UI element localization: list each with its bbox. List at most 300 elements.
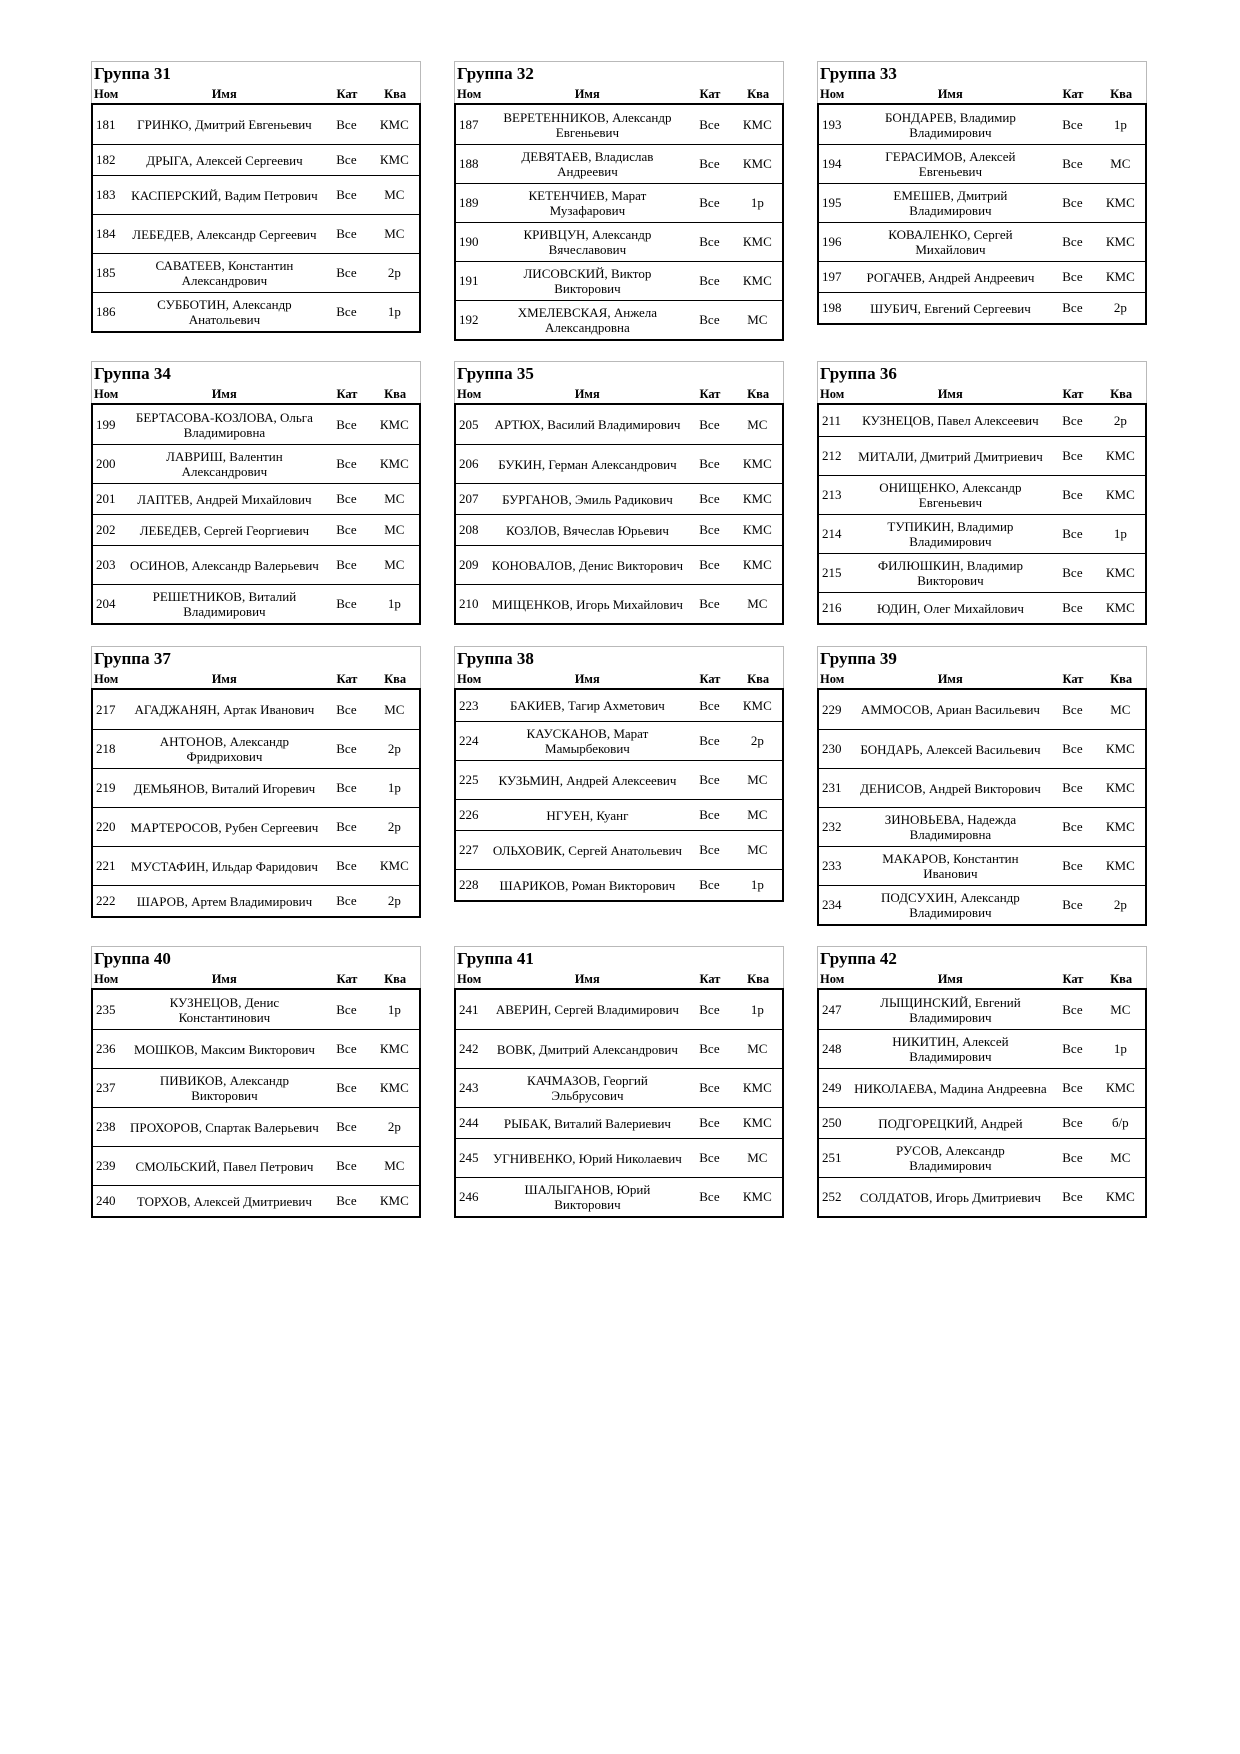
table-row: [93, 483, 419, 514]
row-name: МИЩЕНКОВ, Игорь Михайлович: [491, 596, 683, 612]
group-table: [91, 361, 421, 625]
header-kva: Ква: [1110, 86, 1133, 101]
row-cat: Все: [1062, 526, 1083, 541]
row-cat: Все: [699, 1001, 720, 1017]
row-cat: Все: [699, 877, 720, 892]
row-cat: Все: [336, 152, 357, 167]
row-name: НИКОЛАЕВА, Мадина Андреевна: [854, 1080, 1047, 1096]
row-kva: КМС: [379, 1193, 409, 1208]
table-header: [455, 970, 783, 988]
table-row: [93, 990, 419, 1029]
row-cat: Все: [336, 1041, 357, 1056]
table-row: [456, 760, 782, 799]
row-cat: Все: [336, 491, 357, 506]
row-kva: МС: [747, 807, 768, 822]
table-row: [456, 514, 782, 545]
row-num: 234: [822, 897, 842, 912]
row-name: ОСИНОВ, Александр Валерьевич: [129, 557, 319, 573]
row-kva: КМС: [742, 1189, 772, 1204]
row-cat: Все: [699, 522, 720, 537]
table-body: [91, 988, 421, 1218]
table-header: [455, 85, 783, 103]
row-name: МУСТАФИН, Ильдар Фаридович: [130, 858, 318, 874]
table-body: [91, 688, 421, 918]
header-name: Имя: [937, 386, 963, 401]
row-num: 241: [459, 1001, 479, 1017]
group-table: [454, 946, 784, 1218]
row-num: 233: [822, 858, 842, 873]
table-row: [819, 846, 1145, 885]
header-cat: Кат: [1062, 971, 1084, 986]
row-num: 250: [822, 1115, 842, 1130]
table-row: [456, 799, 782, 830]
table-row: [456, 444, 782, 483]
group-title: Группа 33: [820, 64, 897, 83]
header-cat: Кат: [699, 386, 721, 401]
row-kva: МС: [384, 226, 405, 241]
group-table: [817, 361, 1147, 625]
group-table: [817, 946, 1147, 1218]
row-name: КУЗНЕЦОВ, Денис Константинович: [169, 994, 280, 1025]
table-body: [454, 688, 784, 902]
header-name: Имя: [937, 86, 963, 101]
row-kva: КМС: [1105, 741, 1135, 756]
table-row: [819, 436, 1145, 475]
row-cat: Все: [1062, 1001, 1083, 1017]
row-cat: Все: [699, 842, 720, 857]
row-num: 181: [96, 116, 116, 132]
row-num: 216: [822, 600, 842, 615]
row-name: ЛАВРИШ, Валентин Александрович: [166, 449, 283, 479]
header-kva: Ква: [747, 386, 770, 401]
table-row: [456, 261, 782, 300]
row-num: 214: [822, 526, 842, 541]
row-num: 210: [459, 596, 479, 611]
table-body: [454, 403, 784, 625]
table-row: [456, 584, 782, 623]
row-num: 212: [822, 448, 842, 463]
row-kva: МС: [384, 1158, 405, 1173]
row-cat: Все: [1062, 300, 1083, 315]
row-kva: КМС: [1105, 819, 1135, 834]
row-name: ШАРОВ, Артем Владимирович: [136, 893, 313, 909]
table-row: [456, 545, 782, 584]
row-name: ГЕРАСИМОВ, Алексей Евгеньевич: [885, 149, 1016, 179]
row-cat: Все: [336, 1119, 357, 1134]
row-name: РУСОВ, Александр Владимирович: [896, 1143, 1005, 1173]
row-cat: Все: [336, 557, 357, 572]
row-kva: КМС: [742, 522, 772, 537]
row-name: КОЗЛОВ, Вячеслав Юрьевич: [505, 522, 669, 538]
table-row: [456, 830, 782, 869]
row-num: 236: [96, 1041, 116, 1056]
table-row: [93, 690, 419, 729]
row-num: 211: [822, 412, 842, 428]
table-row: [819, 105, 1145, 144]
table-body: [817, 103, 1147, 325]
row-num: 188: [459, 156, 479, 171]
row-name: АРТЮХ, Василий Владимирович: [494, 417, 681, 432]
row-name: АНТОНОВ, Александр Фридрихович: [159, 734, 290, 764]
row-num: 208: [459, 522, 479, 537]
table-row: [93, 1107, 419, 1146]
row-num: 182: [96, 152, 116, 167]
row-kva: МС: [1110, 701, 1131, 717]
table-row: [456, 105, 782, 144]
row-cat: Все: [699, 273, 720, 288]
table-row: [819, 1138, 1145, 1177]
table-header: [818, 970, 1146, 988]
table-row: [93, 444, 419, 483]
row-num: 199: [96, 416, 116, 432]
row-num: 197: [822, 269, 842, 284]
row-kva: МС: [747, 312, 768, 327]
row-name: МИТАЛИ, Дмитрий Дмитриевич: [858, 448, 1043, 464]
header-kva: Ква: [1110, 971, 1133, 986]
header-cat: Кат: [336, 86, 358, 101]
header-name: Имя: [574, 86, 600, 101]
row-kva: КМС: [1105, 565, 1135, 580]
row-num: 229: [822, 701, 842, 717]
table-row: [456, 1177, 782, 1216]
group-title: Группа 36: [820, 364, 897, 383]
header-name: Имя: [937, 671, 963, 686]
row-num: 205: [459, 416, 479, 432]
row-cat: Все: [1062, 741, 1083, 756]
row-num: 201: [96, 491, 116, 506]
row-num: 247: [822, 1001, 842, 1017]
row-kva: КМС: [742, 234, 772, 249]
table-header: [92, 970, 420, 988]
header-cat: Кат: [699, 86, 721, 101]
table-row: [93, 846, 419, 885]
row-num: 204: [96, 596, 116, 611]
row-num: 215: [822, 565, 842, 580]
header-num: Ном: [457, 386, 482, 401]
table-row: [456, 144, 782, 183]
row-kva: КМС: [1105, 448, 1135, 463]
header-kva: Ква: [747, 671, 770, 686]
row-kva: КМС: [379, 1041, 409, 1056]
table-row: [456, 1029, 782, 1068]
table-row: [819, 807, 1145, 846]
row-name: ДЕНИСОВ, Андрей Викторович: [860, 780, 1041, 796]
row-kva: 2р: [1113, 412, 1127, 428]
row-cat: Все: [1062, 1189, 1083, 1204]
row-cat: Все: [699, 697, 720, 713]
table-header: [455, 385, 783, 403]
header-name: Имя: [211, 86, 237, 101]
table-row: [93, 1029, 419, 1068]
group-title: Группа 41: [457, 949, 534, 968]
row-num: 200: [96, 456, 116, 471]
group-title: Группа 34: [94, 364, 171, 383]
table-row: [456, 1138, 782, 1177]
group-table: [91, 61, 421, 333]
row-kva: КМС: [742, 116, 772, 132]
table-row: [93, 729, 419, 768]
row-num: 239: [96, 1158, 116, 1173]
row-kva: 1р: [750, 877, 764, 892]
group-table: [817, 646, 1147, 926]
header-kva: Ква: [1110, 671, 1133, 686]
header-cat: Кат: [699, 671, 721, 686]
table-row: [819, 405, 1145, 436]
row-num: 237: [96, 1080, 116, 1095]
row-num: 230: [822, 741, 842, 756]
row-name: ПОДСУХИН, Александр Владимирович: [881, 890, 1020, 920]
header-num: Ном: [94, 671, 119, 686]
row-num: 227: [459, 842, 479, 857]
row-cat: Все: [699, 456, 720, 471]
row-name: ТОРХОВ, Алексей Дмитриевич: [136, 1193, 312, 1209]
header-num: Ном: [457, 971, 482, 986]
header-cat: Кат: [1062, 86, 1084, 101]
header-cat: Кат: [336, 386, 358, 401]
group-title: Группа 38: [457, 649, 534, 668]
row-kva: КМС: [379, 152, 409, 167]
row-name: ЛИСОВСКИЙ, Виктор Викторович: [523, 266, 652, 296]
row-cat: Все: [1062, 195, 1083, 210]
group-title: Группа 37: [94, 649, 171, 668]
row-num: 221: [96, 858, 116, 873]
row-cat: Все: [336, 701, 357, 717]
row-num: 213: [822, 487, 842, 502]
row-kva: 1р: [750, 1001, 764, 1017]
header-name: Имя: [574, 671, 600, 686]
header-num: Ном: [457, 671, 482, 686]
table-row: [819, 222, 1145, 261]
row-cat: Все: [699, 733, 720, 748]
row-name: ОЛЬХОВИК, Сергей Анатольевич: [492, 842, 682, 858]
row-num: 196: [822, 234, 842, 249]
table-row: [819, 261, 1145, 292]
row-cat: Все: [336, 226, 357, 241]
row-kva: 1р: [387, 1001, 401, 1017]
table-row: [819, 292, 1145, 323]
row-kva: КМС: [379, 858, 409, 873]
table-body: [91, 103, 421, 333]
table-row: [819, 729, 1145, 768]
table-row: [93, 545, 419, 584]
row-kva: МС: [747, 772, 768, 787]
row-cat: Все: [1062, 780, 1083, 795]
row-cat: Все: [699, 772, 720, 787]
row-cat: Все: [336, 741, 357, 756]
row-kva: МС: [384, 701, 405, 717]
row-name: СМОЛЬСКИЙ, Павел Петрович: [135, 1158, 314, 1174]
row-name: КОВАЛЕНКО, Сергей Михайлович: [888, 227, 1013, 257]
row-num: 238: [96, 1119, 116, 1134]
row-cat: Все: [1062, 1115, 1083, 1130]
row-name: ДЕМЬЯНОВ, Виталий Игоревич: [133, 780, 316, 796]
table-row: [93, 105, 419, 144]
table-row: [93, 885, 419, 916]
row-name: МОШКОВ, Максим Викторович: [133, 1041, 315, 1057]
row-num: 220: [96, 819, 116, 834]
header-kva: Ква: [384, 971, 407, 986]
row-kva: 2р: [750, 733, 764, 748]
row-cat: Все: [336, 1158, 357, 1173]
row-cat: Все: [699, 807, 720, 822]
row-name: АВЕРИН, Сергей Владимирович: [495, 1002, 679, 1017]
row-name: ЛЕБЕДЕВ, Александр Сергеевич: [132, 226, 317, 242]
row-name: ФИЛЮШКИН, Владимир Викторович: [877, 558, 1023, 588]
row-kva: 1р: [1113, 526, 1127, 541]
row-kva: 2р: [387, 1119, 401, 1134]
row-kva: КМС: [1105, 269, 1135, 284]
row-name: ХМЕЛЕВСКАЯ, Анжела Александровна: [517, 305, 658, 335]
table-row: [456, 483, 782, 514]
group-table: [817, 61, 1147, 325]
row-cat: Все: [699, 491, 720, 506]
group-title: Группа 35: [457, 364, 534, 383]
table-row: [93, 1146, 419, 1185]
row-cat: Все: [336, 1080, 357, 1095]
row-num: 222: [96, 893, 116, 908]
table-row: [819, 885, 1145, 924]
row-kva: МС: [384, 557, 405, 572]
row-cat: Все: [336, 116, 357, 132]
table-row: [819, 553, 1145, 592]
row-num: 245: [459, 1150, 479, 1165]
header-kva: Ква: [384, 671, 407, 686]
row-cat: Все: [699, 557, 720, 572]
row-name: ЛЫЩИНСКИЙ, Евгений Владимирович: [880, 994, 1021, 1025]
row-kva: МС: [1110, 1150, 1131, 1165]
header-num: Ном: [820, 671, 845, 686]
row-kva: КМС: [379, 456, 409, 471]
group-title: Группа 32: [457, 64, 534, 83]
table-body: [454, 988, 784, 1218]
table-row: [819, 592, 1145, 623]
row-kva: 2р: [387, 893, 401, 908]
row-cat: Все: [1062, 156, 1083, 171]
row-kva: 2р: [387, 819, 401, 834]
row-kva: 2р: [387, 265, 401, 280]
header-num: Ном: [94, 971, 119, 986]
row-cat: Все: [336, 1193, 357, 1208]
header-kva: Ква: [1110, 386, 1133, 401]
table-row: [819, 990, 1145, 1029]
row-kva: КМС: [742, 273, 772, 288]
header-cat: Кат: [336, 671, 358, 686]
row-kva: КМС: [1105, 780, 1135, 795]
table-row: [93, 584, 419, 623]
table-body: [817, 988, 1147, 1218]
row-kva: КМС: [379, 1080, 409, 1095]
row-kva: МС: [1110, 1001, 1131, 1017]
row-kva: КМС: [1105, 487, 1135, 502]
row-cat: Все: [699, 1080, 720, 1095]
row-name: КОНОВАЛОВ, Денис Викторович: [491, 557, 684, 573]
row-num: 189: [459, 195, 479, 210]
row-name: КУЗНЕЦОВ, Павел Алексеевич: [862, 413, 1039, 428]
header-cat: Кат: [336, 971, 358, 986]
row-num: 185: [96, 265, 116, 280]
row-kva: КМС: [742, 1080, 772, 1095]
row-num: 186: [96, 304, 116, 319]
group-title: Группа 42: [820, 949, 897, 968]
row-num: 249: [822, 1080, 842, 1095]
table-row: [93, 768, 419, 807]
row-name: ДЕВЯТАЕВ, Владислав Андреевич: [521, 149, 654, 179]
table-row: [93, 175, 419, 214]
row-kva: МС: [384, 522, 405, 537]
group-title: Группа 39: [820, 649, 897, 668]
group-table: [454, 361, 784, 625]
row-cat: Все: [1062, 600, 1083, 615]
table-row: [456, 300, 782, 339]
row-num: 193: [822, 116, 842, 132]
row-kva: МС: [384, 187, 405, 202]
table-row: [93, 253, 419, 292]
row-name: СОЛДАТОВ, Игорь Дмитриевич: [859, 1189, 1041, 1205]
table-row: [456, 721, 782, 760]
row-cat: Все: [699, 156, 720, 171]
row-cat: Все: [699, 1150, 720, 1165]
row-kva: КМС: [1105, 1189, 1135, 1204]
table-row: [456, 183, 782, 222]
row-num: 194: [822, 156, 842, 171]
row-cat: Все: [336, 858, 357, 873]
row-kva: КМС: [742, 456, 772, 471]
row-name: ЛЕБЕДЕВ, Сергей Георгиевич: [139, 522, 310, 538]
row-cat: Все: [336, 265, 357, 280]
row-name: ПРОХОРОВ, Спартак Валерьевич: [130, 1119, 319, 1135]
row-kva: МС: [747, 1041, 768, 1056]
row-cat: Все: [1062, 269, 1083, 284]
group-title: Группа 31: [94, 64, 171, 83]
row-name: КРИВЦУН, Александр Вячеславович: [523, 227, 652, 257]
row-cat: Все: [1062, 412, 1083, 428]
table-row: [93, 807, 419, 846]
row-cat: Все: [1062, 565, 1083, 580]
row-num: 207: [459, 491, 479, 506]
row-num: 206: [459, 456, 479, 471]
header-kva: Ква: [747, 86, 770, 101]
row-num: 183: [96, 187, 116, 202]
row-cat: Все: [1062, 1041, 1083, 1056]
table-row: [819, 1107, 1145, 1138]
row-kva: МС: [1110, 156, 1131, 171]
row-num: 243: [459, 1080, 479, 1095]
row-num: 203: [96, 557, 116, 572]
table-row: [93, 214, 419, 253]
row-kva: КМС: [1105, 858, 1135, 873]
row-cat: Все: [336, 456, 357, 471]
row-cat: Все: [699, 1041, 720, 1056]
row-name: ШУБИЧ, Евгений Сергеевич: [870, 300, 1031, 316]
table-row: [456, 1068, 782, 1107]
row-num: 184: [96, 226, 116, 241]
row-kva: 1р: [1113, 116, 1127, 132]
row-num: 225: [459, 772, 479, 787]
row-name: УГНИВЕНКО, Юрий Николаевич: [493, 1150, 682, 1166]
row-kva: КМС: [742, 557, 772, 572]
row-kva: 1р: [387, 780, 401, 795]
row-kva: 2р: [1113, 300, 1127, 315]
row-num: 232: [822, 819, 842, 834]
row-name: ВЕРЕТЕННИКОВ, Александр Евгеньевич: [503, 109, 672, 140]
row-cat: Все: [699, 1189, 720, 1204]
row-name: ШАЛЫГАНОВ, Юрий Викторович: [524, 1182, 651, 1212]
row-cat: Все: [1062, 819, 1083, 834]
row-name: ЮДИН, Олег Михайлович: [876, 600, 1024, 616]
row-num: 219: [96, 780, 116, 795]
row-kva: 1р: [1113, 1041, 1127, 1056]
table-row: [819, 514, 1145, 553]
